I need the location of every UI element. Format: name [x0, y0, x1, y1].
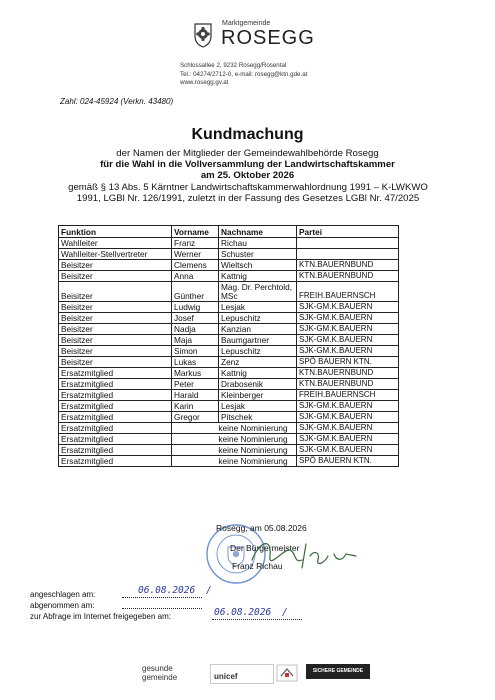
- gesunde-gemeinde-logo: [142, 664, 177, 682]
- posting-notes: [30, 585, 288, 622]
- cell-partei: SJK-GM.K.BAUERN: [297, 445, 399, 456]
- contact-line: Tel.: 04274/2712-0, e-mail: rosegg@ktn.gde.at: [180, 70, 308, 78]
- cell-partei: SJK-GM.K.BAUERN: [297, 346, 399, 357]
- contact-block: [180, 62, 307, 88]
- cell-funktion: Ersatzmitglied: [59, 434, 172, 445]
- cell-vorname: Karin: [172, 401, 219, 412]
- internet-dotted-line: [212, 619, 302, 620]
- cell-partei: KTN.BAUERNBUND: [297, 271, 399, 282]
- gemeinde-text: gemeinde: [142, 673, 178, 682]
- cell-partei: FREIH.BAUERNSCH: [297, 282, 399, 302]
- cell-vorname: Simon: [172, 346, 219, 357]
- table-row-no-nomination: [59, 434, 399, 445]
- posted-row: [30, 585, 212, 600]
- cell-partei: SJK-GM.K.BAUERN: [297, 401, 399, 412]
- handwritten-signature: [250, 530, 360, 576]
- internet-row: [30, 607, 288, 622]
- cell-nachname: Zenz: [219, 357, 297, 368]
- table-row: [59, 282, 399, 302]
- cell-vorname: Franz: [172, 238, 219, 249]
- cell-funktion: Beisitzer: [59, 313, 172, 324]
- gesunde-text: gesunde: [142, 664, 173, 673]
- table-row: [59, 324, 399, 335]
- cell-funktion: Beisitzer: [59, 335, 172, 346]
- cell-funktion: Beisitzer: [59, 260, 172, 271]
- cell-vorname: Gregor: [172, 412, 219, 423]
- municipality-type: Marktgemeinde: [222, 20, 271, 27]
- cell-partei: [297, 238, 399, 249]
- cell-funktion: Beisitzer: [59, 282, 172, 302]
- signature-place-date: Rosegg, am 05.08.2026: [216, 523, 307, 533]
- cell-nachname: [219, 282, 297, 302]
- cell-funktion: Beisitzer: [59, 324, 172, 335]
- legal-basis: gemäß § 13 Abs. 5 Kärntner Landwirtschaftskammerwahlordnung 1991 – K-LWKWO 1991, LGBl Nr. 126/1991, zuletzt in der Fassung des Gesetzes LGBl Nr. 47/2025: [68, 182, 428, 204]
- removed-row: [30, 600, 171, 611]
- header-partei: Partei: [297, 226, 399, 238]
- cell-partei: KTN.BAUERNBUND: [297, 260, 399, 271]
- table-row: [59, 390, 399, 401]
- cell-funktion: Beisitzer: [59, 357, 172, 368]
- sichere-gemeinde-logo: SICHERE GEMEINDE: [306, 664, 370, 679]
- cell-funktion: Ersatzmitglied: [59, 379, 172, 390]
- cell-nachname: Kattnig: [219, 271, 297, 282]
- cell-no-nomination: keine Nominierung: [172, 434, 297, 445]
- cell-partei: SJK-GM.K.BAUERN: [297, 423, 399, 434]
- internet-label: zur Abfrage im Internet freigegeben am:: [30, 612, 171, 621]
- cell-partei: SJK-GM.K.BAUERN: [297, 302, 399, 313]
- table-row-no-nomination: [59, 456, 399, 467]
- cell-funktion: Wahlleiter: [59, 238, 172, 249]
- table-row: [59, 368, 399, 379]
- cell-vorname: Markus: [172, 368, 219, 379]
- cell-vorname: Harald: [172, 390, 219, 401]
- cell-partei: FREIH.BAUERNSCH: [297, 390, 399, 401]
- header-vorname: Vorname: [172, 226, 219, 238]
- members-table-container: [58, 225, 399, 467]
- reference-number: Zahl: 024-45924 (Verkn. 43480): [60, 97, 174, 106]
- cell-nachname: Lepuschitz: [219, 346, 297, 357]
- cell-partei: SJK-GM.K.BAUERN: [297, 335, 399, 346]
- table-row: [59, 379, 399, 390]
- cell-funktion: Ersatzmitglied: [59, 456, 172, 467]
- table-row: [59, 302, 399, 313]
- table-header-row: [59, 226, 399, 238]
- cell-funktion: Ersatzmitglied: [59, 368, 172, 379]
- cell-nachname: Kattnig: [219, 368, 297, 379]
- table-row: [59, 271, 399, 282]
- cell-vorname: Werner: [172, 249, 219, 260]
- cell-no-nomination: keine Nominierung: [172, 423, 297, 434]
- cell-partei: SJK-GM.K.BAUERN: [297, 412, 399, 423]
- cell-no-nomination: keine Nominierung: [172, 445, 297, 456]
- cell-vorname: Peter: [172, 379, 219, 390]
- signature-name: Franz Richau: [232, 561, 283, 571]
- cell-vorname: Günther: [172, 282, 219, 302]
- municipality-name: ROSEGG: [221, 27, 315, 49]
- cell-funktion: Beisitzer: [59, 302, 172, 313]
- cell-funktion: Ersatzmitglied: [59, 401, 172, 412]
- cell-nachname: Kleinberger: [219, 390, 297, 401]
- cell-funktion: Ersatzmitglied: [59, 390, 172, 401]
- address-line: Schlossallee 2, 9232 Rosegg/Rosental: [180, 62, 287, 69]
- table-row: [59, 260, 399, 271]
- header-funktion: Funktion: [59, 226, 172, 238]
- cell-funktion: Beisitzer: [59, 346, 172, 357]
- unicef-logo: [210, 664, 274, 684]
- cell-nachname: Drabosenik: [219, 379, 297, 390]
- cell-partei: KTN.BAUERNBUND: [297, 379, 399, 390]
- cell-funktion: Ersatzmitglied: [59, 412, 172, 423]
- unicef-name: unicef: [214, 672, 238, 681]
- table-row: [59, 346, 399, 357]
- cell-funktion: Beisitzer: [59, 271, 172, 282]
- cell-no-nomination: keine Nominierung: [172, 456, 297, 467]
- cell-nachname: Kanzian: [219, 324, 297, 335]
- table-row-no-nomination: [59, 423, 399, 434]
- internet-initial-mark: /: [282, 607, 288, 618]
- cell-nachname: Lesjak: [219, 302, 297, 313]
- intro-line-2: für die Wahl in die Vollversammlung der Landwirtschaftskammer: [100, 159, 395, 170]
- certification-mark-icon: [276, 664, 298, 682]
- removed-dotted-line: [122, 608, 202, 609]
- removed-label: abgenommen am:: [30, 601, 95, 610]
- table-row: [59, 412, 399, 423]
- cell-nachname: Wieltsch: [219, 260, 297, 271]
- cell-vorname: Ludwig: [172, 302, 219, 313]
- members-table: [58, 225, 399, 467]
- table-row-no-nomination: [59, 445, 399, 456]
- cell-funktion: Ersatzmitglied: [59, 423, 172, 434]
- table-row: [59, 335, 399, 346]
- cell-nachname: Lepuschitz: [219, 313, 297, 324]
- cell-vorname: Clemens: [172, 260, 219, 271]
- cell-partei: SPÖ BAUERN KTN.: [297, 456, 399, 467]
- signature-role: Der Bürgermeister: [230, 543, 300, 553]
- cell-partei: SJK-GM.K.BAUERN: [297, 324, 399, 335]
- header-nachname: Nachname: [219, 226, 297, 238]
- cell-vorname: Nadja: [172, 324, 219, 335]
- cell-vorname: Lukas: [172, 357, 219, 368]
- cell-funktion: Ersatzmitglied: [59, 445, 172, 456]
- cell-nachname: Pitschek: [219, 412, 297, 423]
- table-row: [59, 238, 399, 249]
- table-row: [59, 401, 399, 412]
- posted-dotted-line: [122, 597, 202, 598]
- table-row: [59, 249, 399, 260]
- cell-partei: SJK-GM.K.BAUERN: [297, 313, 399, 324]
- cell-partei: KTN.BAUERNBUND: [297, 368, 399, 379]
- cell-partei: SJK-GM.K.BAUERN: [297, 434, 399, 445]
- document-title: Kundmachung: [191, 126, 304, 143]
- table-row: [59, 313, 399, 324]
- cell-vorname: Maja: [172, 335, 219, 346]
- nachname-text: Mag. Dr. Perchtold, MSc: [221, 282, 293, 301]
- coat-of-arms-logo: [193, 22, 213, 48]
- website-line: www.rosegg.gv.at: [180, 79, 229, 87]
- cell-funktion: Wahlleiter-Stellvertreter: [59, 249, 172, 260]
- posted-initial-mark: /: [206, 585, 212, 596]
- cell-nachname: Richau: [219, 238, 297, 249]
- posted-label: angeschlagen am:: [30, 590, 96, 599]
- cell-vorname: Anna: [172, 271, 219, 282]
- cell-nachname: Lesjak: [219, 401, 297, 412]
- cell-nachname: Baumgartner: [219, 335, 297, 346]
- cell-nachname: Schuster: [219, 249, 297, 260]
- cell-partei: SPÖ BAUERN KTN.: [297, 357, 399, 368]
- table-row: [59, 357, 399, 368]
- election-date: am 25. Oktober 2026: [200, 170, 295, 181]
- intro-line-1: der Namen der Mitglieder der Gemeindewahlbehörde Rosegg: [116, 148, 379, 159]
- cell-vorname: Josef: [172, 313, 219, 324]
- posted-date-handwritten: 06.08.2026: [138, 585, 196, 596]
- cell-partei: [297, 249, 399, 260]
- internet-date-handwritten: 06.08.2026: [214, 607, 272, 618]
